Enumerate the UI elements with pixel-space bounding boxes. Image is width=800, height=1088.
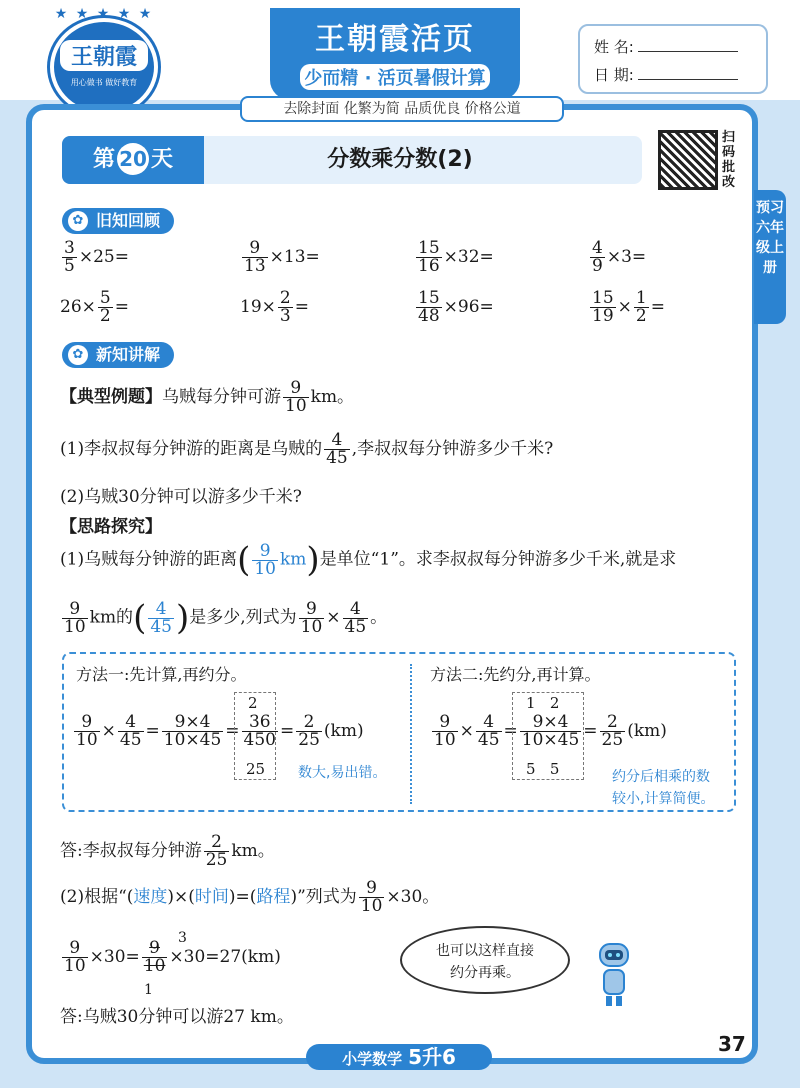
robot-mascot-icon [594, 940, 634, 1010]
thinking-line-2: $\frac{9}{10}$ km的( $\frac{4}{45}$ )是多少,列式为 $\frac{9}{10}$ × $\frac{4}{45}$ 。 [64, 598, 388, 638]
part-2-calculation: $\frac{9}{10}$ ×30= $\frac{9}{10}$ ×30=27(km) [64, 938, 281, 976]
review-item-4: $\frac{4}{9}$ ×3= [592, 238, 647, 276]
methods-divider [410, 664, 412, 804]
medal-icon: ✿ [68, 211, 88, 231]
answer-1: 答:李叔叔每分钟游 $\frac{2}{25}$ km。 [60, 832, 275, 870]
part-2-formula: (2)根据“(速度)×(时间)=(路程)”列式为 $\frac{9}{10}$ ×30。 [60, 878, 440, 916]
thinking-label: 【思路探究】 [60, 517, 162, 537]
scan-label: 扫码批改 [722, 130, 736, 190]
question-1: (1)李叔叔每分钟游的距离是乌贼的 $\frac{4}{45}$ ,李叔叔每分钟游多少千米? [60, 430, 554, 468]
method-1-expression: $\frac{9}{10}$ × $\frac{4}{45}$ = $\frac{9\times 4}{10\times 45}$ = $\frac{36}{450}$ = $\frac{2}{25}$ (km) [76, 712, 364, 750]
method-1-title: 方法一:先计算,再约分。 [76, 665, 247, 684]
review-item-7: $\frac{15}{48}$ ×96= [418, 288, 494, 326]
lesson-title: 分数乘分数(2) [327, 147, 473, 172]
method-2-note-1: 约分后相乘的数 [612, 769, 710, 785]
day-badge [62, 136, 204, 184]
calc-reduced-top: 3 [178, 930, 187, 946]
review-item-5: 26× $\frac{5}{2}$ = [60, 288, 129, 326]
method-1-note: 数大,易出错。 [298, 765, 387, 781]
name-label: 姓 名: [594, 38, 634, 56]
day-number: 20 [117, 143, 149, 175]
footer-badge: 小学数学 5升6 [306, 1044, 492, 1070]
thinking-line-1: (1)乌贼每分钟游的距离( $\frac{9}{10}$ km)是单位“1”。求李叔叔每分钟游多少千米,就是求 [60, 540, 677, 580]
name-date-box [578, 24, 768, 94]
method-2-reduced-bottom: 5 5 [526, 760, 560, 778]
date-row [594, 64, 738, 85]
day-prefix: 第 [92, 147, 115, 172]
side-tab: 预习六年级上册 [754, 190, 786, 324]
content-sheet [26, 104, 758, 1064]
question-2: (2)乌贼30分钟可以游多少千米? [60, 487, 302, 507]
new-knowledge-section-label: ✿ 新知讲解 [62, 342, 174, 368]
method-2-expression: $\frac{9}{10}$ × $\frac{4}{45}$ = $\frac{9\times 4}{10\times 45}$ = $\frac{2}{25}$ (km) [434, 712, 667, 750]
medal-icon: ✿ [68, 345, 88, 365]
name-row [594, 36, 738, 57]
brand-subtitle: 少而精 · 活页暑假计算 [300, 64, 490, 90]
logo-name: 王朝霞 [60, 40, 148, 71]
review-item-3: $\frac{15}{16}$ ×32= [418, 238, 494, 276]
star-icons: ★ ★ ★ ★ ★ [54, 6, 154, 22]
brand-banner [270, 8, 520, 100]
method-2-note-2: 较小,计算简便。 [612, 791, 715, 807]
slogan: 去除封面 化繁为简 品质优良 价格公道 [240, 96, 564, 122]
method-1-reduced-bottom: 25 [246, 760, 266, 778]
review-item-6: 19× $\frac{2}{3}$ = [240, 288, 309, 326]
brand-title: 王朝霞活页 [315, 22, 475, 57]
name-field[interactable] [638, 37, 738, 52]
logo-subtitle: 用心做书 做好教育 [70, 78, 138, 87]
review-item-1: $\frac{3}{5}$ ×25= [64, 238, 129, 276]
day-suffix: 天 [151, 147, 174, 172]
calc-reduced-bottom: 1 [144, 982, 153, 998]
answer-2: 答:乌贼30分钟可以游27 km。 [60, 1007, 294, 1027]
qr-code-icon[interactable] [658, 130, 718, 190]
method-1-reduced-top: 2 [248, 694, 258, 712]
date-label: 日 期: [594, 66, 634, 84]
method-2-title: 方法二:先约分,再计算。 [430, 665, 601, 684]
method-2-reduced-top: 1 2 [526, 694, 560, 712]
review-section-label: ✿ 旧知回顾 [62, 208, 174, 234]
page-number: 37 [718, 1032, 746, 1056]
review-item-8: $\frac{15}{19}$ × $\frac{1}{2}$ = [592, 288, 665, 326]
example-line: 【典型例题】乌贼每分钟可游 $\frac{9}{10}$ km。 [60, 378, 355, 416]
date-field[interactable] [638, 65, 738, 80]
speech-bubble: 也可以这样直接 约分再乘。 [400, 926, 570, 994]
publisher-logo [50, 6, 158, 116]
review-item-2: $\frac{9}{13}$ ×13= [244, 238, 320, 276]
